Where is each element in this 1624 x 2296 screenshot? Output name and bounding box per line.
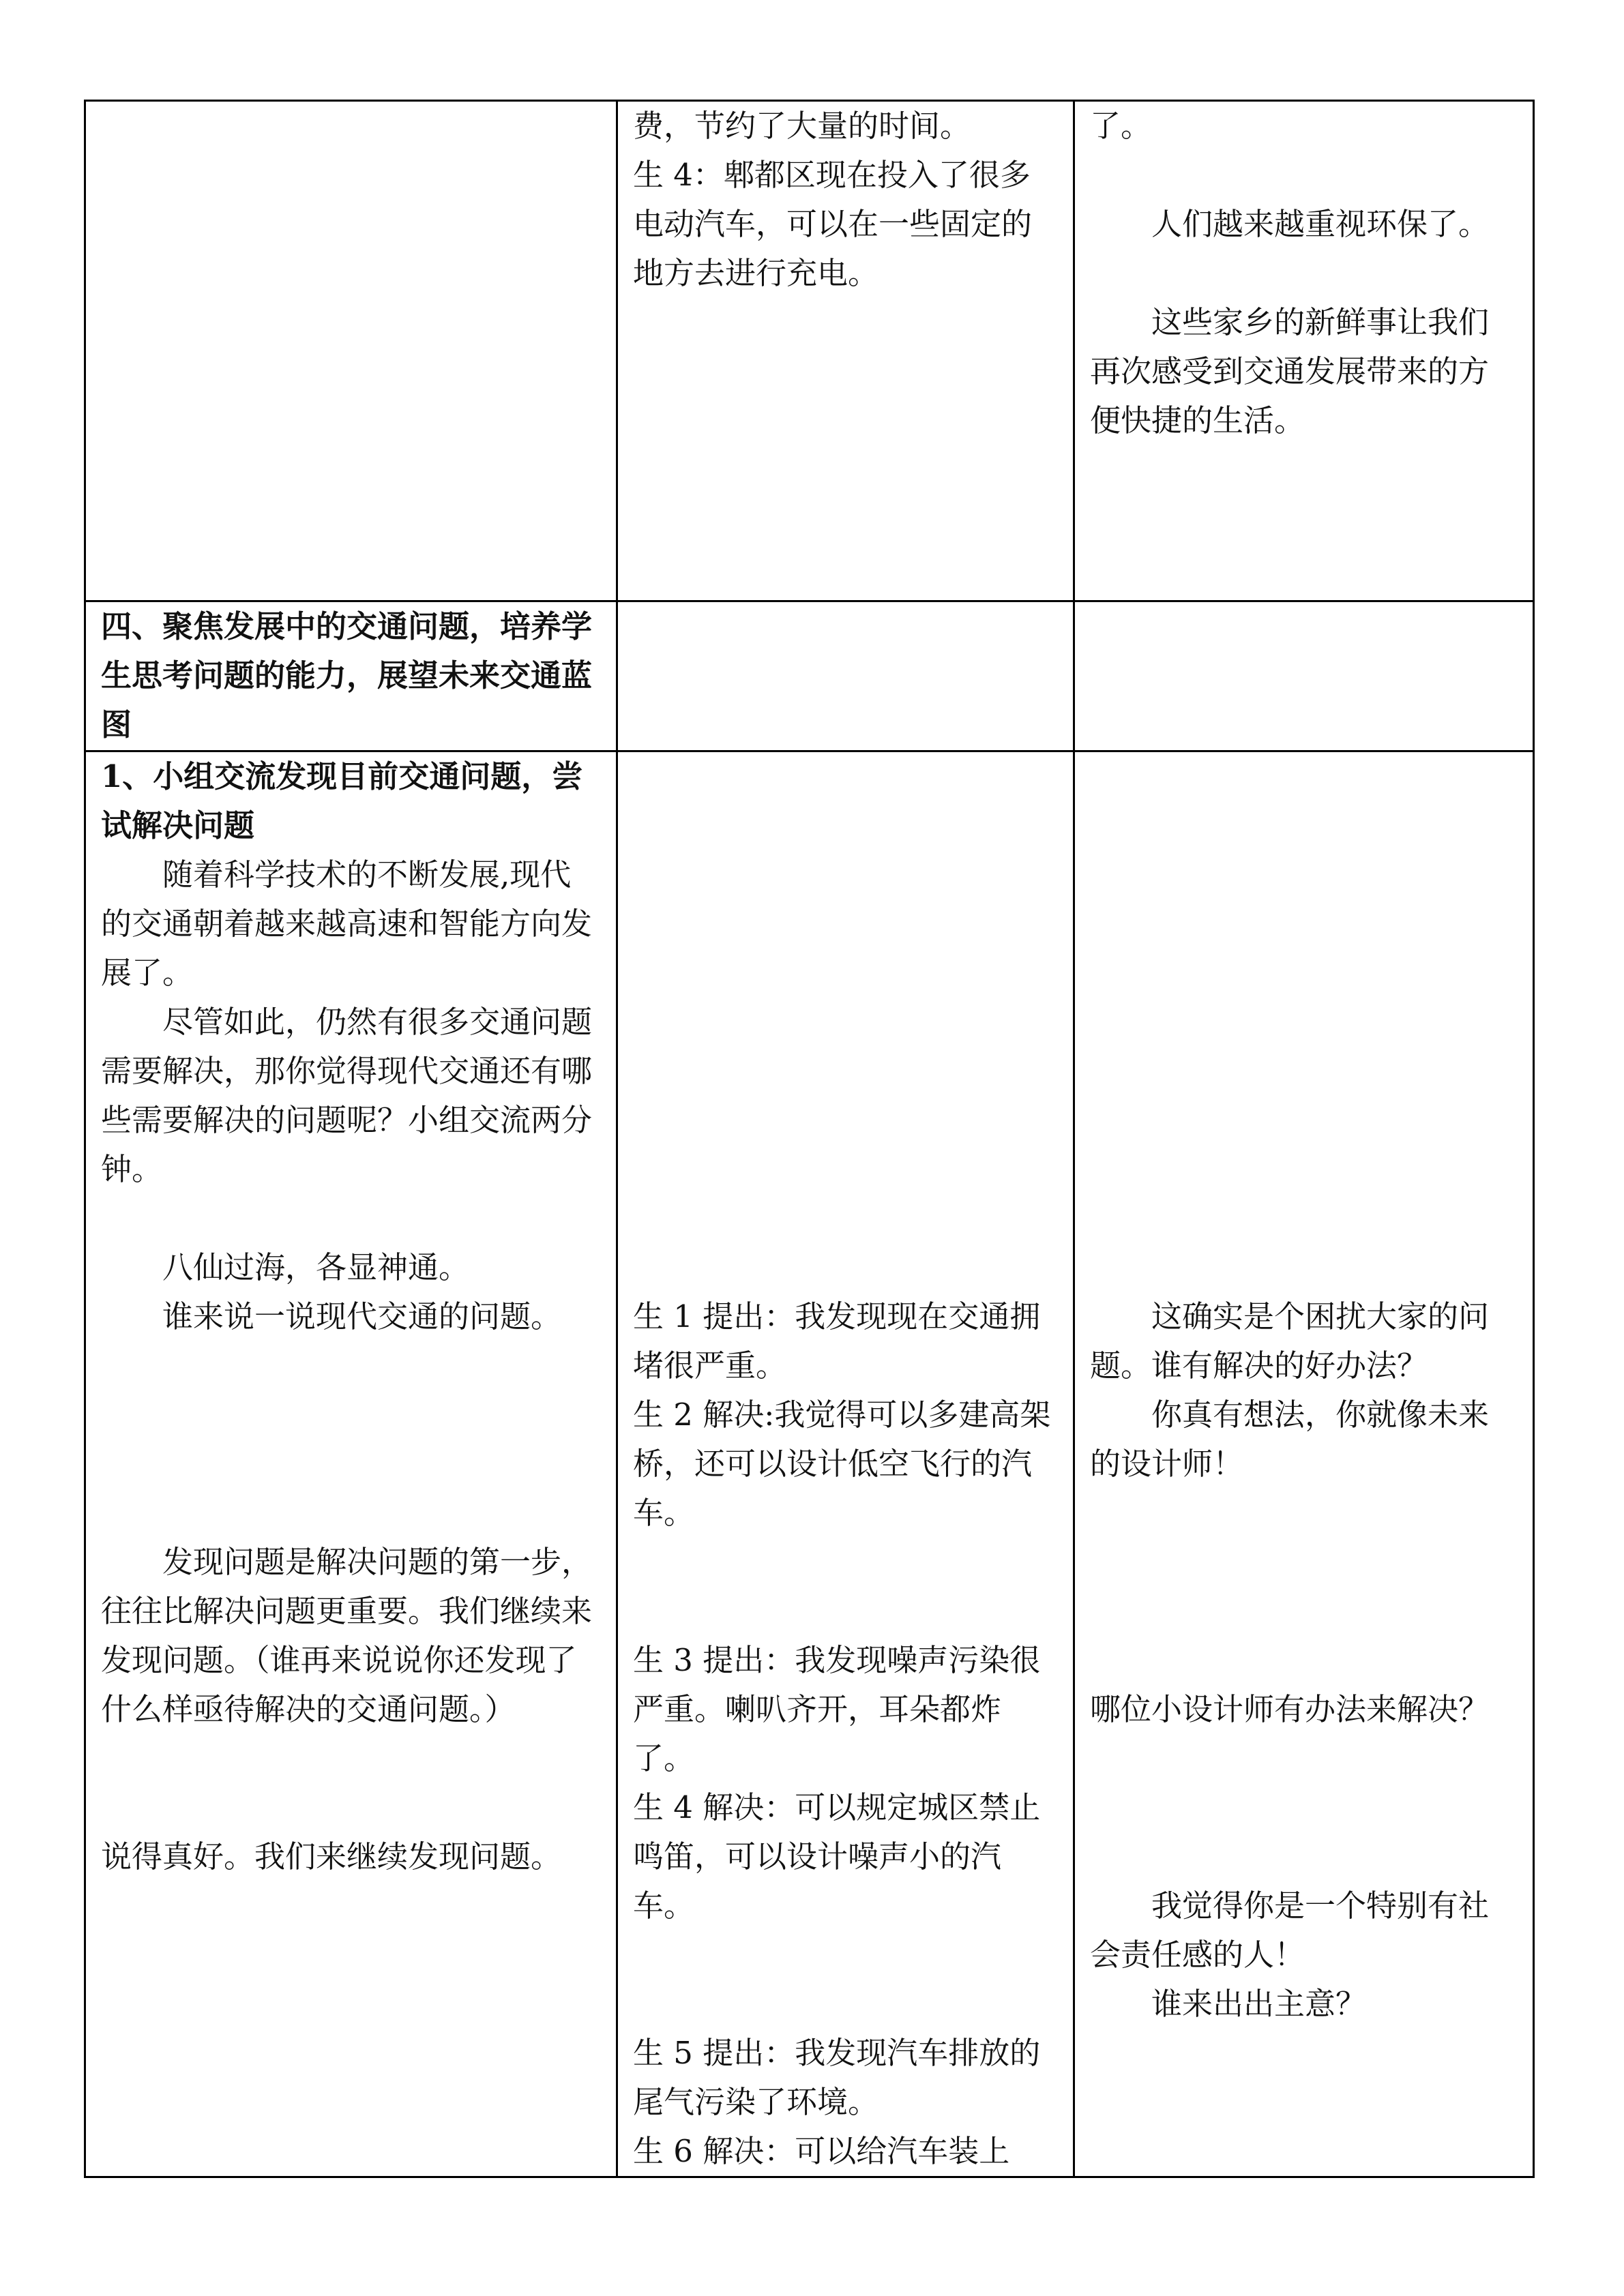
table-row (85, 101, 1534, 601)
teacher-note-cell (1074, 601, 1534, 751)
teacher-text: 你真有想法，你就像未来的设计师！ (1090, 1397, 1490, 1482)
student-text: 费，节约了大量的时间。 (633, 108, 971, 144)
student-activity-cell (617, 601, 1074, 751)
teacher-text: 这确实是个困扰大家的问题。谁有解决的好办法？ (1090, 1298, 1490, 1384)
process-text: 发现问题是解决问题的第一步，往往比解决问题更重要。我们继续来发现问题。（谁再来说说你还发现了什么样亟待解决的交通问题。） (101, 1544, 593, 1727)
table-row (85, 751, 1534, 2177)
process-cell (85, 101, 617, 601)
student-text: 生 4：郫都区现在投入了很多电动汽车，可以在一些固定的地方去进行充电。 (633, 157, 1033, 291)
teacher-text: 了。 (1090, 108, 1152, 144)
table-row (85, 601, 1534, 751)
student-text: 生 3 提出：我发现噪声污染很严重。喇叭齐开，耳朵都炸了。 (633, 1642, 1041, 1776)
student-text: 生 2 解决:我觉得可以多建高架桥，还可以设计低空飞行的汽车。 (633, 1397, 1051, 1531)
process-text: 八仙过海，各显神通。 (162, 1249, 470, 1285)
lesson-plan-table (84, 100, 1535, 2178)
process-text: 尽管如此，仍然有很多交通问题需要解决，那你觉得现代交通还有哪些需要解决的问题呢？小组交流两分钟。 (101, 1004, 593, 1187)
process-text: 谁来说一说现代交通的问题。 (162, 1298, 562, 1335)
student-activity-cell (617, 101, 1074, 601)
teacher-note-cell (1074, 751, 1534, 2177)
student-activity-cell (617, 751, 1074, 2177)
subheading: 1、小组交流发现目前交通问题，尝试解决问题 (101, 758, 583, 844)
student-text: 生 6 解决：可以给汽车装上 (633, 2133, 1010, 2169)
process-cell (85, 751, 617, 2177)
teacher-note-cell (1074, 101, 1534, 601)
process-text: 说得真好。我们来继续发现问题。 (101, 1838, 562, 1875)
student-text: 生 5 提出：我发现汽车排放的尾气污染了环境。 (633, 2035, 1041, 2120)
teacher-text: 人们越来越重视环保了。 (1151, 206, 1490, 242)
student-text: 生 1 提出：我发现现在交通拥堵很严重。 (633, 1298, 1041, 1384)
teacher-text: 哪位小设计师有办法来解决？ (1090, 1691, 1490, 1727)
student-text: 生 4 解决：可以规定城区禁止鸣笛，可以设计噪声小的汽车。 (633, 1789, 1041, 1924)
teacher-text: 谁来出出主意？ (1151, 1986, 1367, 2022)
section-heading: 四、聚焦发展中的交通问题，培养学生思考问题的能力，展望未来交通蓝图 (101, 608, 593, 743)
teacher-text: 这些家乡的新鲜事让我们再次感受到交通发展带来的方便快捷的生活。 (1090, 304, 1490, 438)
section-heading-cell (85, 601, 617, 751)
process-text: 随着科学技术的不断发展,现代的交通朝着越来越高速和智能方向发展了。 (101, 856, 593, 991)
teacher-text: 我觉得你是一个特别有社会责任感的人！ (1090, 1888, 1490, 1973)
